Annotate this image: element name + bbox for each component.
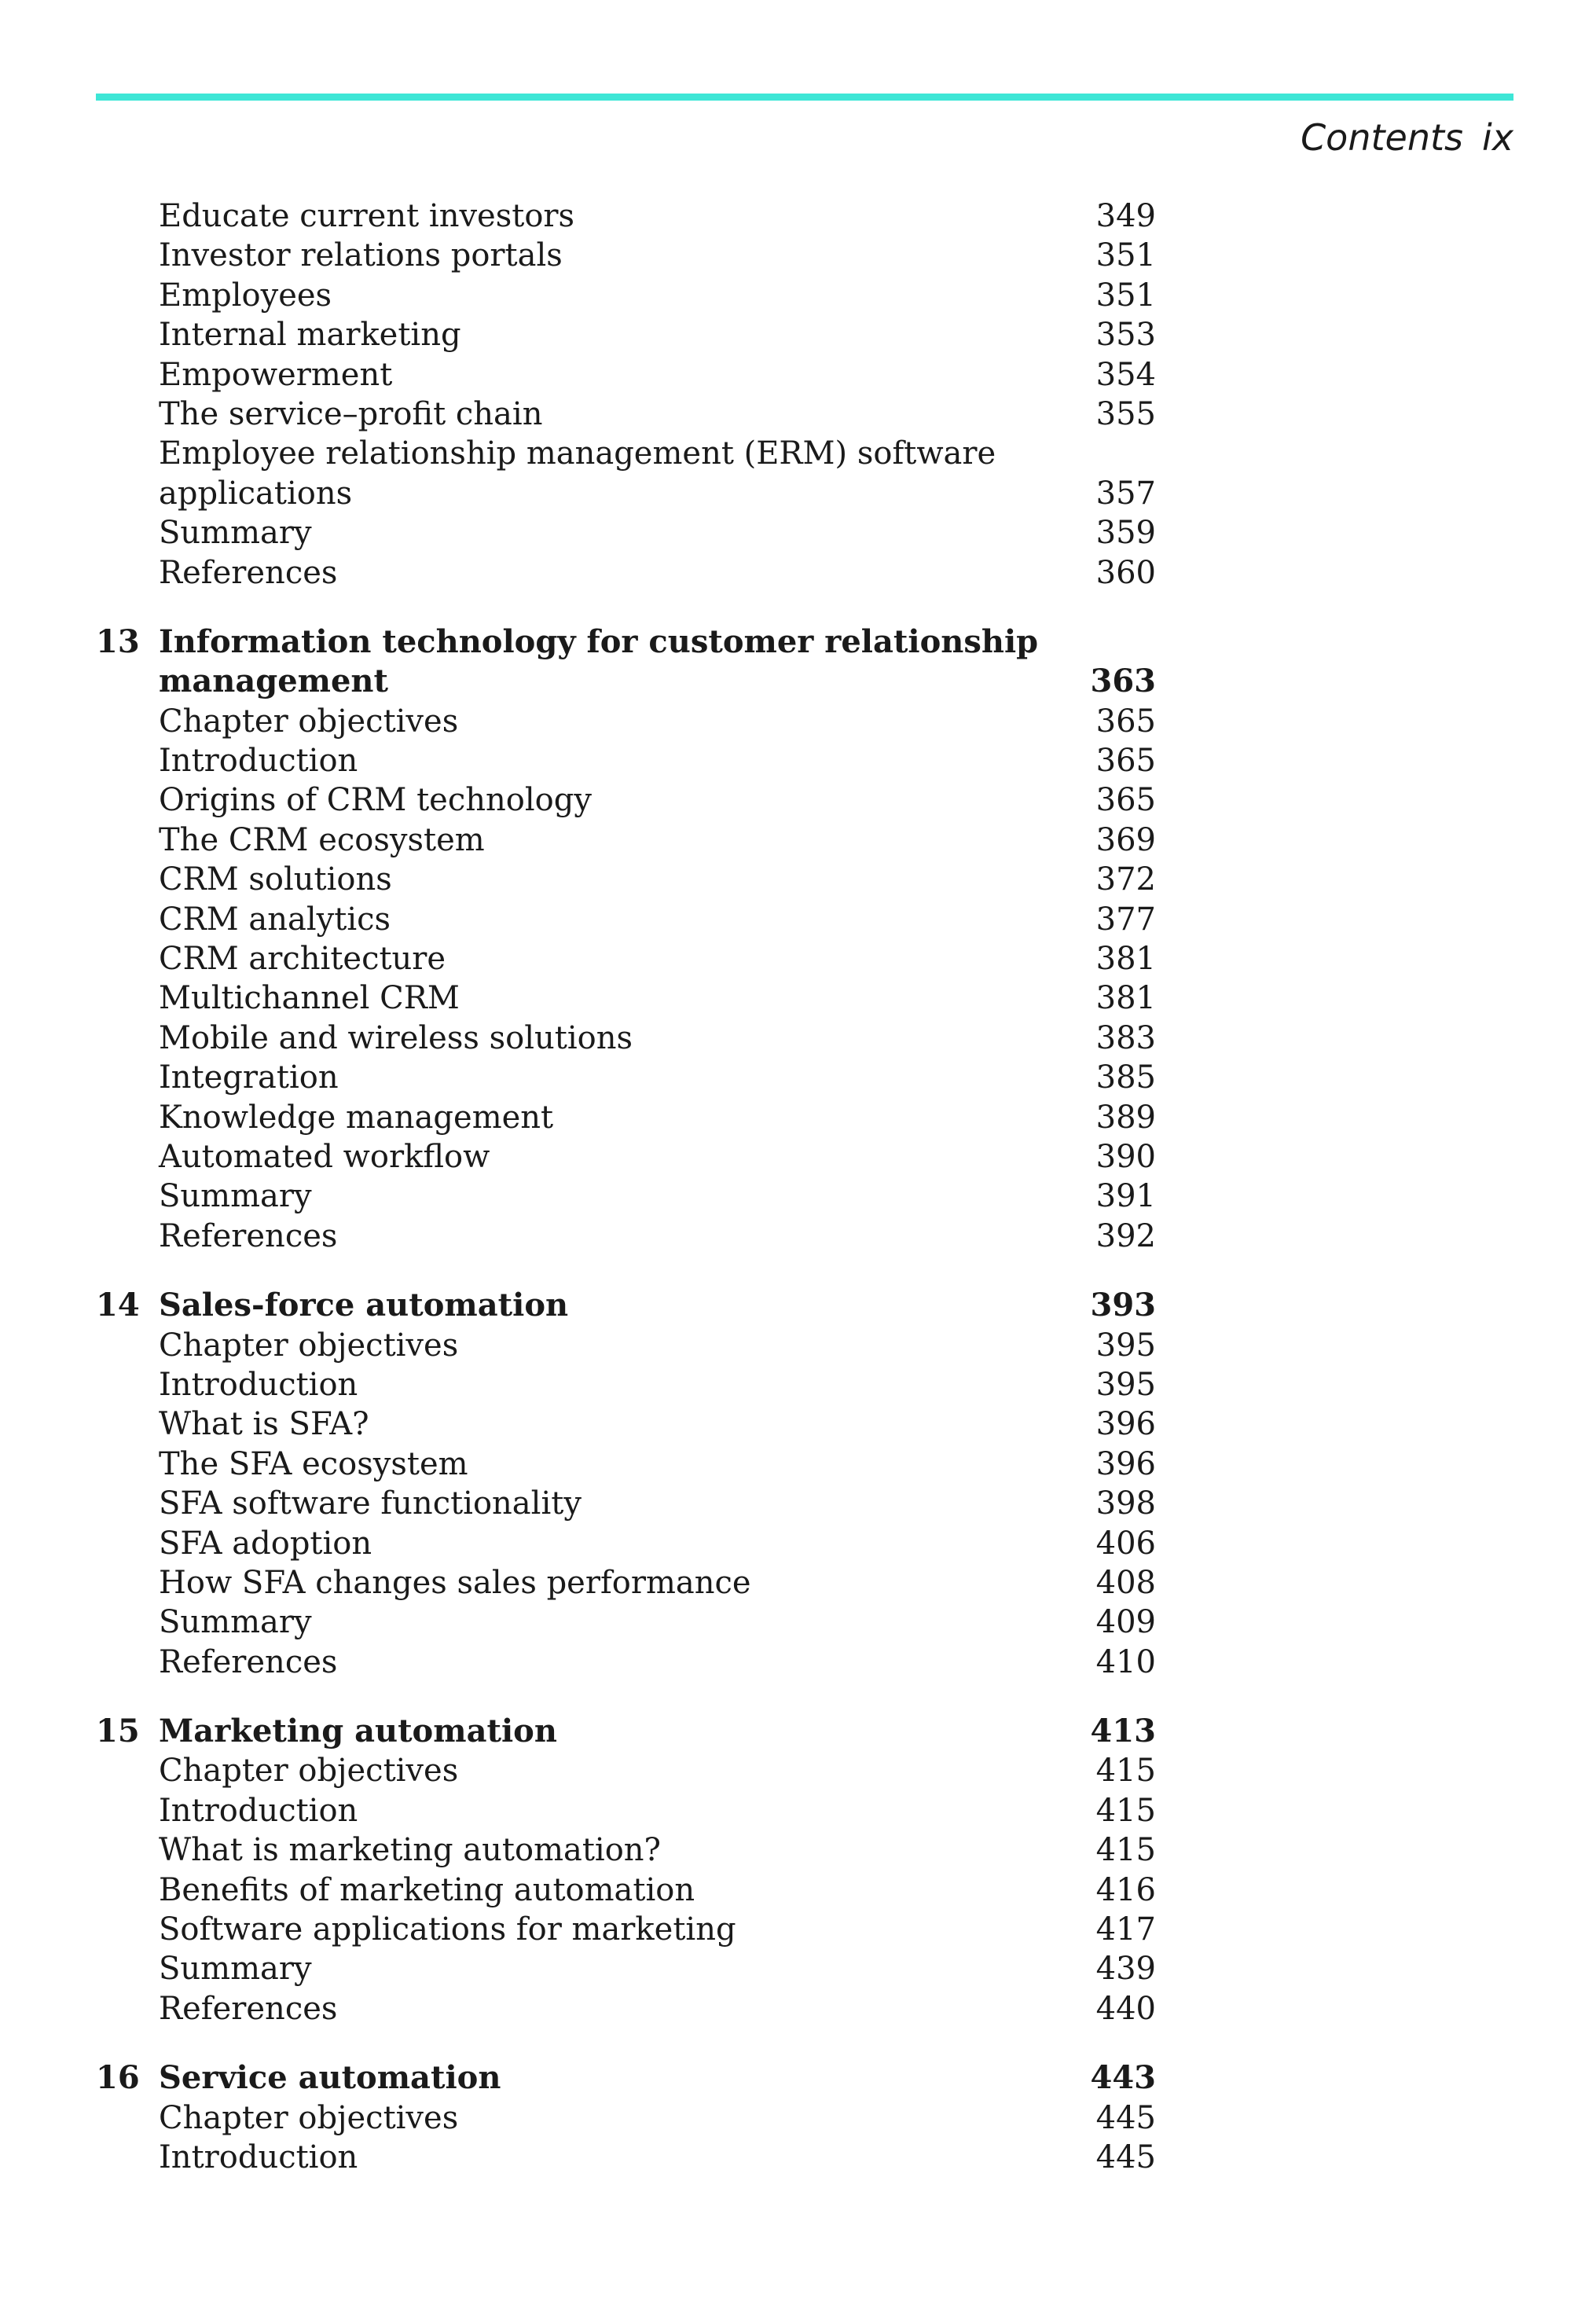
toc-entry (0, 355, 1596, 395)
toc-entry-title: Mobile and wireless solutions (159, 1019, 633, 1056)
toc-entry-title: Chapter objectives (159, 2099, 459, 2136)
toc-entry-title: Multichannel CRM (159, 980, 460, 1017)
toc-entry-title: References (159, 1990, 338, 2027)
toc-entry-page: 392 (1095, 1217, 1156, 1254)
toc-entry (0, 821, 1596, 860)
toc-entry-title: Sales-force automation (159, 1287, 569, 1324)
toc-entry-page: 417 (1095, 1911, 1156, 1948)
toc-chapter-entry (0, 1712, 1596, 1751)
toc-entry-page: 445 (1095, 2099, 1156, 2136)
toc-entry-title: Introduction (159, 743, 358, 780)
toc-entry-page: 351 (1095, 277, 1156, 314)
toc-entry (0, 1643, 1596, 1682)
toc-entry (0, 1484, 1596, 1523)
toc-entry-title: Automated workflow (159, 1138, 490, 1175)
toc-entry (0, 1217, 1596, 1256)
toc-entry-page: 395 (1095, 1366, 1156, 1403)
toc-entry-title: The service–profit chain (159, 395, 543, 432)
toc-entry-page: 381 (1095, 980, 1156, 1017)
toc-entry (0, 1910, 1596, 1949)
page-number: ix (1481, 116, 1513, 159)
toc-entry (0, 780, 1596, 820)
toc-chapter-entry (0, 2058, 1596, 2098)
toc-chapter-number: 16 (96, 2059, 140, 2097)
toc-entry-page: 351 (1095, 237, 1156, 274)
toc-entry (0, 1751, 1596, 1790)
toc-entry-title: applications (159, 475, 353, 512)
toc-entry-page: 440 (1095, 1990, 1156, 2027)
toc-entry (0, 1137, 1596, 1177)
toc-entry-page: 369 (1095, 821, 1156, 858)
toc-entry (0, 1791, 1596, 1830)
toc-entry (0, 1404, 1596, 1444)
toc-entry (0, 276, 1596, 315)
toc-entry (0, 1326, 1596, 1365)
toc-entry (0, 196, 1596, 236)
toc-entry (0, 1603, 1596, 1642)
toc-entry (0, 1949, 1596, 1988)
toc-chapter-number: 13 (96, 622, 140, 660)
toc-chapter-number: 15 (96, 1713, 140, 1750)
toc-entry (0, 474, 1596, 513)
toc-entry (0, 1871, 1596, 1910)
toc-entry (0, 513, 1596, 553)
toc-entry-page: 363 (1090, 663, 1156, 700)
toc-entry-page: 415 (1095, 1792, 1156, 1829)
toc-entry-title: References (159, 1217, 338, 1254)
toc-entry-title: References (159, 554, 338, 591)
toc-entry-title: Integration (159, 1059, 339, 1096)
toc-entry (0, 860, 1596, 899)
toc-entry (0, 315, 1596, 354)
toc-entry-page: 439 (1095, 1951, 1156, 1988)
toc-entry-page: 385 (1095, 1059, 1156, 1096)
table-of-contents (0, 196, 1596, 2177)
toc-entry-title: Employee relationship management (ERM) software (159, 435, 996, 472)
toc-entry-title: How SFA changes sales performance (159, 1564, 751, 1601)
toc-entry-title: Employees (159, 277, 332, 314)
toc-entry-page: 415 (1095, 1753, 1156, 1790)
toc-entry-title: SFA software functionality (159, 1485, 582, 1522)
toc-entry (0, 434, 1596, 473)
toc-entry (0, 236, 1596, 275)
toc-entry-page: 349 (1095, 198, 1156, 234)
toc-entry-page: 353 (1095, 317, 1156, 354)
toc-entry (0, 978, 1596, 1018)
toc-entry-title: CRM solutions (159, 861, 392, 898)
toc-entry-title: Summary (159, 1178, 312, 1215)
toc-entry (0, 1989, 1596, 2028)
toc-entry-page: 410 (1095, 1643, 1156, 1680)
toc-entry-title: Introduction (159, 1366, 358, 1403)
toc-entry-title: Service automation (159, 2059, 501, 2097)
toc-entry-title: CRM architecture (159, 941, 446, 978)
toc-entry-page: 445 (1095, 2139, 1156, 2175)
toc-entry (0, 939, 1596, 978)
toc-entry-page: 360 (1095, 554, 1156, 591)
toc-entry-title: Information technology for customer relationship (159, 622, 1039, 660)
toc-entry-title: What is SFA? (159, 1406, 369, 1443)
toc-entry-page: 413 (1090, 1713, 1156, 1750)
toc-entry-title: Educate current investors (159, 198, 575, 234)
toc-entry-title: The SFA ecosystem (159, 1445, 468, 1482)
toc-entry (0, 1563, 1596, 1603)
toc-chapter-entry (0, 1286, 1596, 1325)
toc-entry-page: 389 (1095, 1099, 1156, 1136)
toc-entry-page: 390 (1095, 1138, 1156, 1175)
toc-entry-title: References (159, 1643, 338, 1680)
toc-entry-page: 355 (1095, 395, 1156, 432)
toc-entry-title: Chapter objectives (159, 1753, 459, 1790)
toc-entry-page: 408 (1095, 1564, 1156, 1601)
toc-entry (0, 900, 1596, 939)
toc-entry-page: 406 (1095, 1525, 1156, 1562)
toc-entry-title: Summary (159, 1604, 312, 1641)
toc-entry-title: Summary (159, 1951, 312, 1988)
toc-entry-title: Benefits of marketing automation (159, 1871, 695, 1908)
toc-entry-title: The CRM ecosystem (159, 821, 485, 858)
toc-entry-title: SFA adoption (159, 1525, 372, 1562)
toc-entry-page: 395 (1095, 1327, 1156, 1364)
toc-entry-page: 383 (1095, 1019, 1156, 1056)
toc-entry (0, 1058, 1596, 1097)
toc-entry-title: management (159, 663, 388, 700)
toc-entry-page: 393 (1090, 1287, 1156, 1324)
toc-entry-page: 359 (1095, 515, 1156, 552)
toc-entry-page: 354 (1095, 356, 1156, 393)
toc-entry-title: CRM analytics (159, 901, 391, 938)
toc-entry (0, 553, 1596, 593)
toc-entry (0, 1098, 1596, 1137)
toc-entry (0, 702, 1596, 741)
toc-entry (0, 395, 1596, 434)
toc-entry-page: 415 (1095, 1832, 1156, 1869)
toc-entry-title: Knowledge management (159, 1099, 554, 1136)
toc-entry-title: Introduction (159, 2139, 358, 2175)
toc-entry-title: Software applications for marketing (159, 1911, 736, 1948)
toc-entry-page: 396 (1095, 1445, 1156, 1482)
toc-entry-title: Introduction (159, 1792, 358, 1829)
toc-entry-page: 416 (1095, 1871, 1156, 1908)
toc-entry (0, 741, 1596, 780)
toc-entry-title: What is marketing automation? (159, 1832, 662, 1869)
toc-entry (0, 1177, 1596, 1216)
toc-entry-page: 409 (1095, 1604, 1156, 1641)
toc-entry-page: 357 (1095, 475, 1156, 512)
toc-entry-title: Internal marketing (159, 317, 461, 354)
toc-entry-page: 391 (1095, 1178, 1156, 1215)
toc-entry (0, 1019, 1596, 1058)
toc-entry-page: 377 (1095, 901, 1156, 938)
running-head (1301, 116, 1513, 159)
toc-entry-title: Investor relations portals (159, 237, 563, 274)
toc-entry-title: Summary (159, 515, 312, 552)
toc-entry (0, 1365, 1596, 1404)
toc-entry-title: Chapter objectives (159, 703, 459, 740)
running-head-section: Contents (1301, 116, 1463, 159)
toc-entry-title: Chapter objectives (159, 1327, 459, 1364)
toc-entry (0, 1445, 1596, 1484)
toc-entry-page: 372 (1095, 861, 1156, 898)
toc-entry-page: 365 (1095, 743, 1156, 780)
toc-entry-title: Marketing automation (159, 1713, 557, 1750)
toc-entry-page: 443 (1090, 2059, 1156, 2097)
header-rule (96, 94, 1513, 101)
toc-entry (0, 662, 1596, 701)
toc-entry (0, 1830, 1596, 1870)
toc-entry-page: 365 (1095, 703, 1156, 740)
toc-entry (0, 1524, 1596, 1563)
toc-chapter-entry (0, 622, 1596, 662)
toc-chapter-number: 14 (96, 1287, 140, 1324)
toc-entry (0, 2138, 1596, 2177)
toc-entry-page: 365 (1095, 782, 1156, 819)
toc-entry-page: 381 (1095, 941, 1156, 978)
toc-entry (0, 2098, 1596, 2138)
toc-entry-title: Origins of CRM technology (159, 782, 592, 819)
toc-entry-title: Empowerment (159, 356, 393, 393)
toc-entry-page: 396 (1095, 1406, 1156, 1443)
toc-entry-page: 398 (1095, 1485, 1156, 1522)
